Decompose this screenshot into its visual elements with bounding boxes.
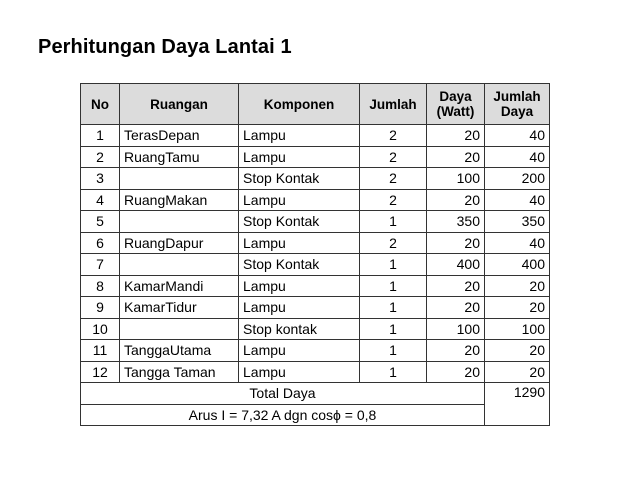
header-jumlah-daya-line2: Daya [500, 104, 534, 119]
table-row [81, 146, 550, 168]
cell-no: 3 [81, 168, 120, 190]
current-note: Arus I = 7,32 A dgn cosϕ = 0,8 [81, 404, 485, 426]
cell-daya: 20 [427, 125, 485, 147]
cell-no: 11 [81, 340, 120, 362]
cell-daya: 400 [427, 254, 485, 276]
cell-jumlah: 2 [360, 146, 427, 168]
slide-title: Perhitungan Daya Lantai 1 [38, 36, 292, 58]
cell-no: 8 [81, 275, 120, 297]
cell-daya: 350 [427, 211, 485, 233]
cell-daya: 20 [427, 232, 485, 254]
header-jumlah-daya [485, 84, 550, 125]
cell-daya: 20 [427, 146, 485, 168]
table-row [81, 125, 550, 147]
cell-komponen: Stop Kontak [239, 211, 360, 233]
cell-daya: 100 [427, 168, 485, 190]
total-label: Total Daya [81, 383, 485, 405]
cell-jumlah-daya: 40 [485, 146, 550, 168]
cell-jumlah-daya: 40 [485, 232, 550, 254]
cell-daya: 20 [427, 361, 485, 383]
cell-komponen: Stop Kontak [239, 168, 360, 190]
cell-komponen: Lampu [239, 361, 360, 383]
cell-komponen: Lampu [239, 275, 360, 297]
table-row [81, 168, 550, 190]
cell-jumlah-daya: 20 [485, 275, 550, 297]
cell-jumlah: 1 [360, 297, 427, 319]
cell-ruangan: TanggaUtama [120, 340, 239, 362]
cell-no: 10 [81, 318, 120, 340]
total-value: 1290 [485, 383, 550, 426]
header-jumlah: Jumlah [360, 84, 427, 125]
table-header-row [81, 84, 550, 125]
cell-ruangan: KamarMandi [120, 275, 239, 297]
cell-daya: 20 [427, 189, 485, 211]
cell-ruangan: RuangTamu [120, 146, 239, 168]
cell-komponen: Stop kontak [239, 318, 360, 340]
cell-komponen: Lampu [239, 146, 360, 168]
table-row [81, 189, 550, 211]
header-daya-line2: (Watt) [436, 104, 475, 119]
table-row [81, 211, 550, 233]
cell-jumlah: 2 [360, 168, 427, 190]
cell-ruangan: Tangga Taman [120, 361, 239, 383]
table-body [81, 125, 550, 426]
cell-komponen: Lampu [239, 125, 360, 147]
cell-daya: 20 [427, 297, 485, 319]
cell-daya: 20 [427, 340, 485, 362]
header-no: No [81, 84, 120, 125]
cell-daya: 100 [427, 318, 485, 340]
total-row [81, 383, 550, 405]
cell-no: 4 [81, 189, 120, 211]
cell-ruangan: RuangMakan [120, 189, 239, 211]
table-row [81, 232, 550, 254]
cell-ruangan [120, 318, 239, 340]
cell-jumlah: 2 [360, 125, 427, 147]
cell-jumlah-daya: 400 [485, 254, 550, 276]
cell-no: 2 [81, 146, 120, 168]
cell-no: 12 [81, 361, 120, 383]
cell-jumlah: 1 [360, 361, 427, 383]
header-komponen: Komponen [239, 84, 360, 125]
cell-jumlah: 1 [360, 211, 427, 233]
cell-komponen: Lampu [239, 232, 360, 254]
cell-komponen: Lampu [239, 189, 360, 211]
cell-jumlah-daya: 40 [485, 125, 550, 147]
cell-jumlah-daya: 100 [485, 318, 550, 340]
header-jumlah-daya-line1: Jumlah [493, 89, 541, 104]
cell-ruangan: TerasDepan [120, 125, 239, 147]
cell-jumlah: 1 [360, 275, 427, 297]
cell-jumlah: 2 [360, 232, 427, 254]
cell-jumlah: 2 [360, 189, 427, 211]
cell-jumlah-daya: 350 [485, 211, 550, 233]
cell-jumlah: 1 [360, 340, 427, 362]
cell-no: 1 [81, 125, 120, 147]
header-ruangan: Ruangan [120, 84, 239, 125]
table-row [81, 254, 550, 276]
cell-ruangan [120, 254, 239, 276]
cell-komponen: Lampu [239, 340, 360, 362]
cell-jumlah-daya: 40 [485, 189, 550, 211]
cell-no: 6 [81, 232, 120, 254]
cell-ruangan [120, 168, 239, 190]
table-row [81, 275, 550, 297]
cell-no: 7 [81, 254, 120, 276]
cell-ruangan: KamarTidur [120, 297, 239, 319]
table-row [81, 340, 550, 362]
cell-jumlah-daya: 20 [485, 297, 550, 319]
cell-jumlah-daya: 20 [485, 361, 550, 383]
cell-ruangan: RuangDapur [120, 232, 239, 254]
cell-jumlah: 1 [360, 254, 427, 276]
table-row [81, 361, 550, 383]
cell-komponen: Stop Kontak [239, 254, 360, 276]
cell-ruangan [120, 211, 239, 233]
header-daya [427, 84, 485, 125]
cell-daya: 20 [427, 275, 485, 297]
cell-jumlah-daya: 20 [485, 340, 550, 362]
footer-row [81, 404, 550, 426]
cell-no: 5 [81, 211, 120, 233]
cell-komponen: Lampu [239, 297, 360, 319]
cell-jumlah: 1 [360, 318, 427, 340]
header-daya-line1: Daya [439, 89, 472, 104]
power-calculation-table [80, 83, 550, 426]
table-row [81, 318, 550, 340]
cell-no: 9 [81, 297, 120, 319]
cell-jumlah-daya: 200 [485, 168, 550, 190]
table-row [81, 297, 550, 319]
